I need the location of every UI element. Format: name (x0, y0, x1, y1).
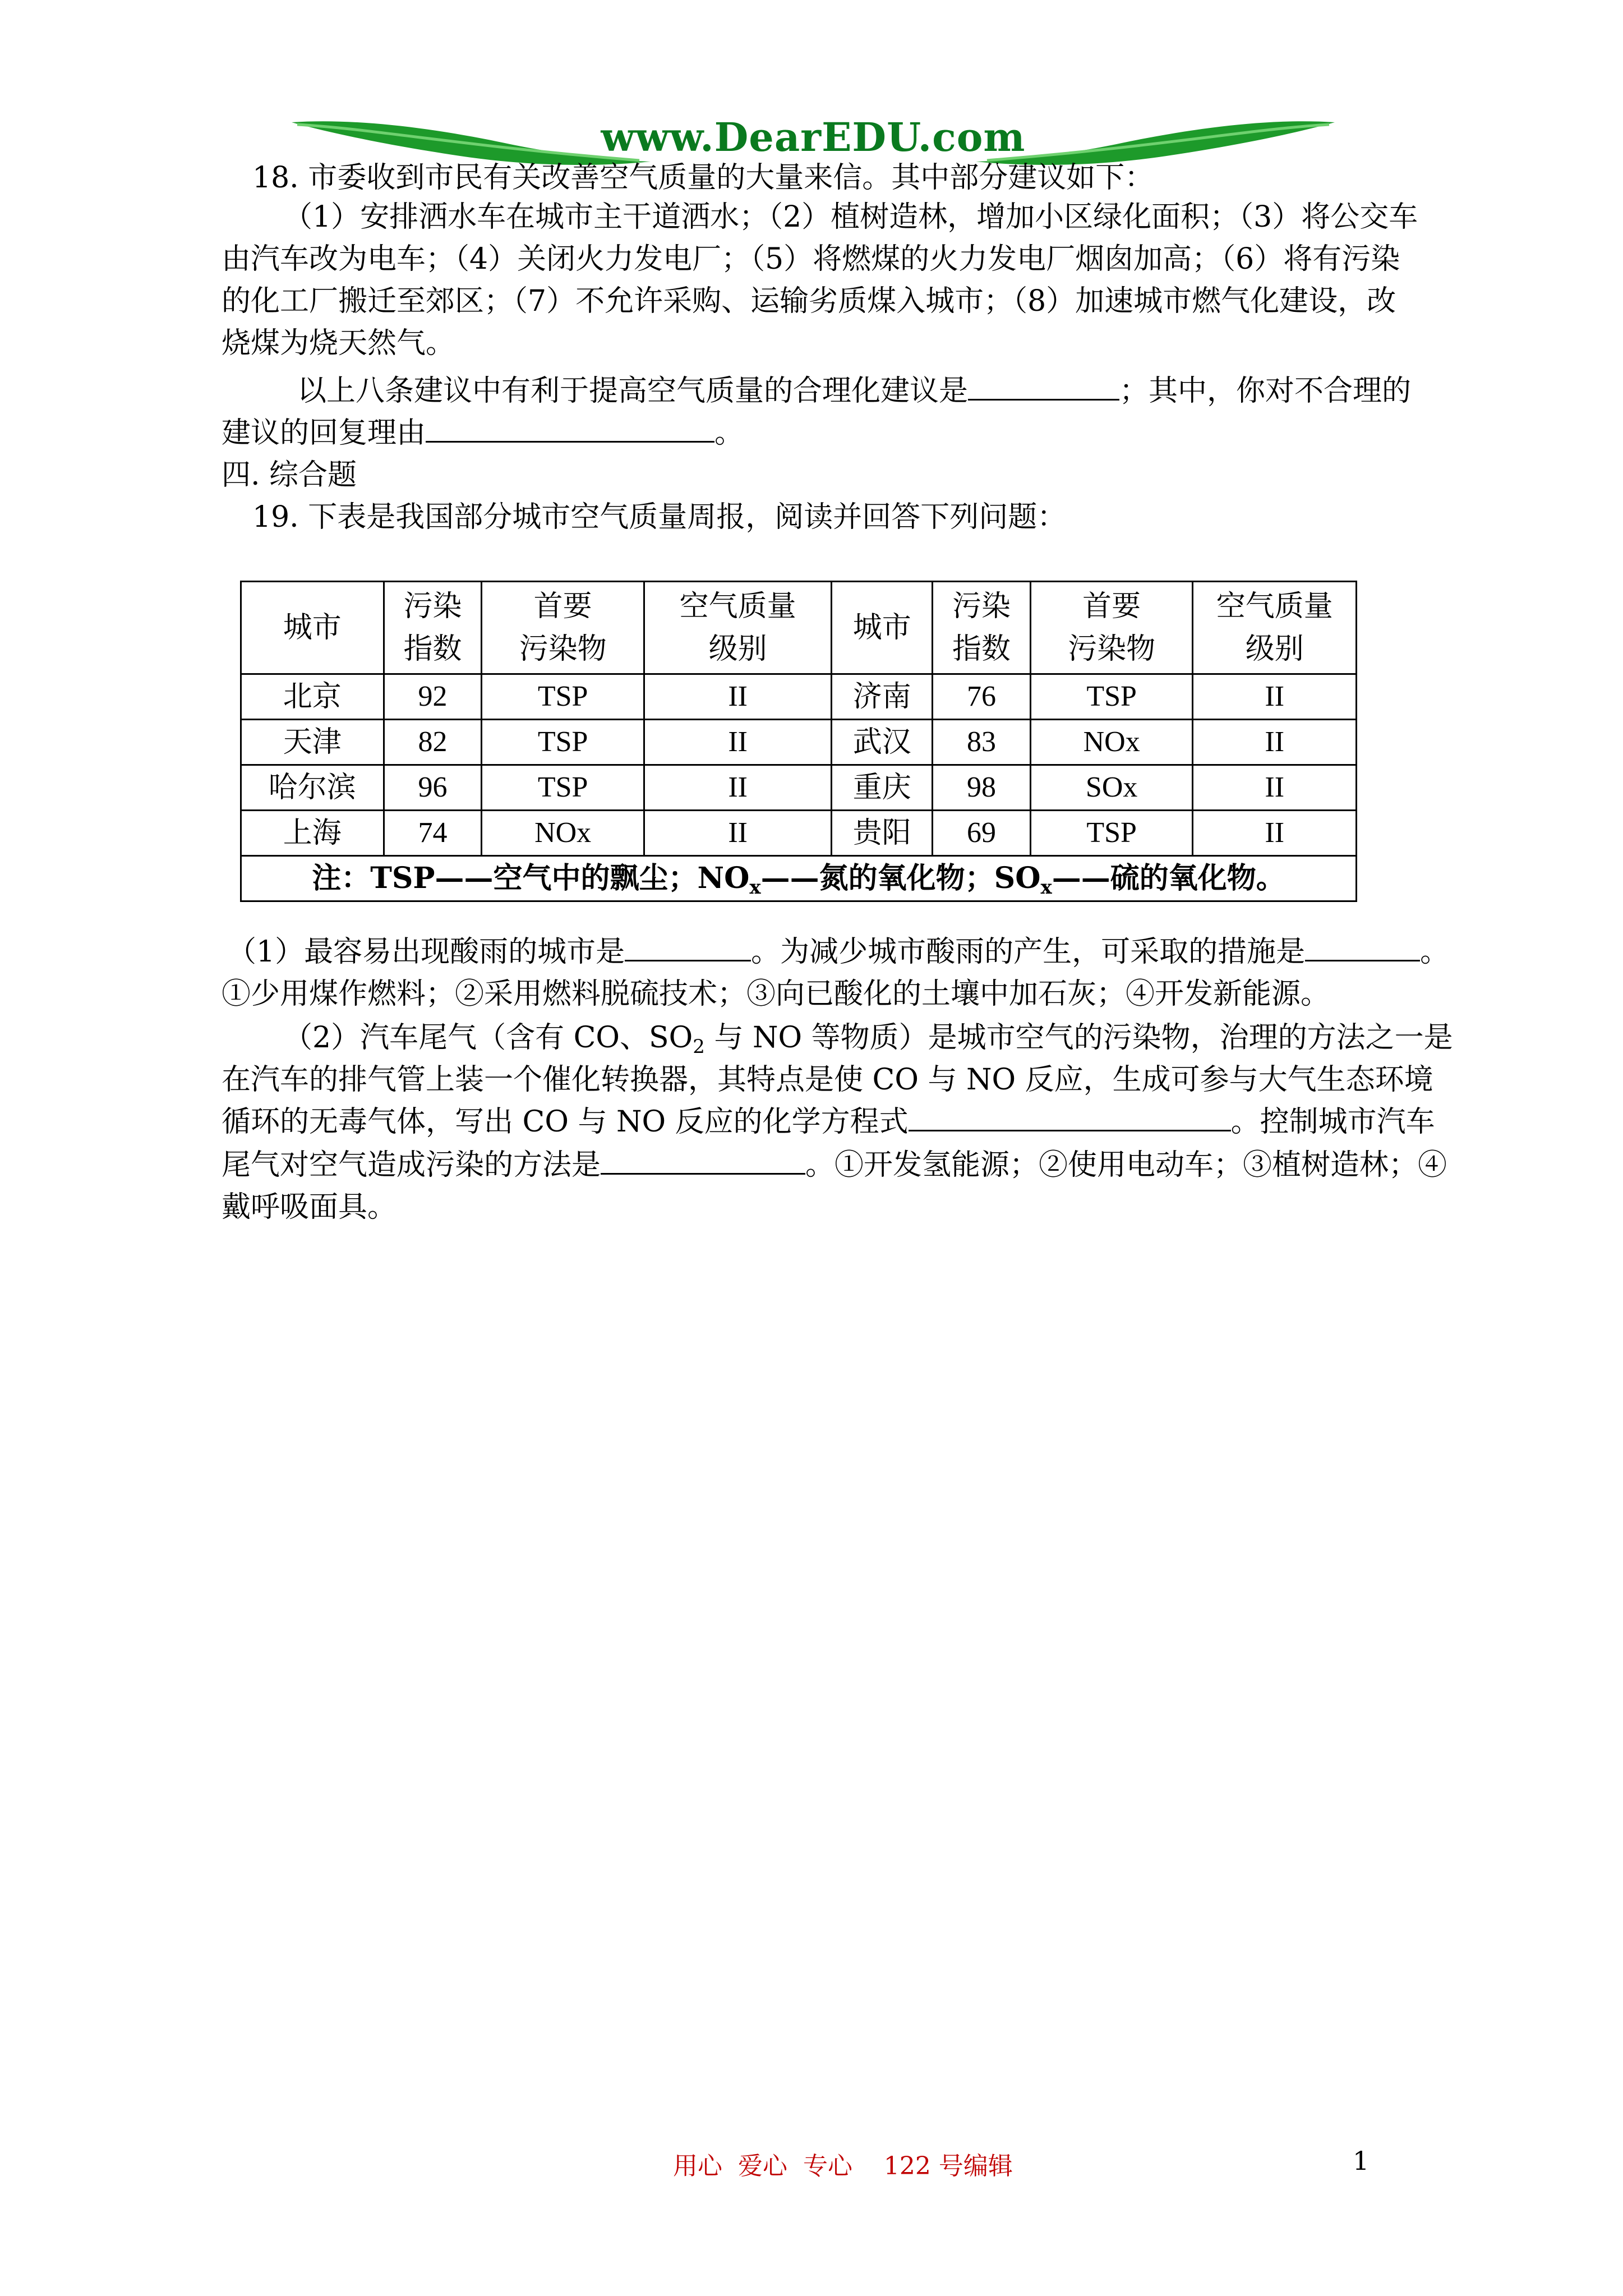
table-header-row (241, 582, 1357, 674)
index-cell: 83 (933, 720, 1031, 765)
city-cell: 武汉 (832, 720, 933, 765)
table-row (241, 720, 1357, 765)
city-cell: 北京 (241, 674, 384, 720)
index-cell: 96 (384, 765, 482, 811)
q19-part1 (227, 928, 1449, 976)
pollutant-cell: TSP (1030, 674, 1193, 720)
q19-intro: 19. 下表是我国部分城市空气质量周报，阅读并回答下列问题： (252, 500, 1067, 534)
q19-part1-text-a: （1）最容易出现酸雨的城市是 (227, 935, 625, 969)
q18-line6 (222, 409, 744, 457)
table-note-row (241, 856, 1357, 901)
level-cell: II (1193, 765, 1357, 811)
pollutant-cell: TSP (482, 674, 644, 720)
q19-part1-text-c: 。 (1420, 935, 1450, 969)
table-row (241, 674, 1357, 720)
header-cell: 城市 (241, 582, 384, 674)
footer-slogan: 用心 爱心 专心 122 号编辑 (673, 2152, 1013, 2180)
q19-part2-line4: 尾气对空气造成污染的方法是 。①开发氢能源；②使用电动车；③植树造林；④ (222, 1142, 1447, 1189)
answer-blank-acid-rain-city[interactable] (625, 928, 751, 961)
answer-blank-reply[interactable] (426, 409, 714, 443)
city-cell: 重庆 (832, 765, 933, 811)
index-cell: 98 (933, 765, 1031, 811)
city-cell: 上海 (241, 811, 384, 856)
logo-text: www.DearEDU.com (601, 114, 1026, 160)
pollutant-cell: SOx (1030, 765, 1193, 811)
q18-line5-text-a: 以上八条建议中有利于提高空气质量的合理化建议是 (297, 374, 969, 408)
index-cell: 69 (933, 811, 1031, 856)
pollutant-cell: TSP (1030, 811, 1193, 856)
level-cell: II (644, 811, 831, 856)
q18-line5 (297, 367, 1411, 415)
table-note: 注：TSP——空气中的飘尘；$NO_x——$氮的氧化物；$SO_x——$硫的氧化物。 (241, 856, 1357, 901)
answer-blank-reasonable[interactable] (968, 367, 1119, 401)
q19-part2-line2: 在汽车的排气管上装一个催化转换器，其特点是使 CO 与 NO 反应，生成可参与大气生态环境 (222, 1063, 1433, 1097)
q18-line5-text-b: ；其中，你对不合理的 (1119, 374, 1412, 408)
level-cell: II (644, 674, 831, 720)
index-cell: 76 (933, 674, 1031, 720)
header-cell: 空气质量 级别 (1193, 582, 1357, 674)
level-cell: II (1193, 720, 1357, 765)
city-cell: 哈尔滨 (241, 765, 384, 811)
index-cell: 74 (384, 811, 482, 856)
city-cell: 济南 (832, 674, 933, 720)
pollutant-cell: TSP (482, 720, 644, 765)
q18-line6-text-b: 。 (714, 416, 744, 450)
level-cell: II (644, 720, 831, 765)
header-cell: 污染 指数 (933, 582, 1031, 674)
q18-line1: （1）安排洒水车在城市主干道洒水；（2）植树造林，增加小区绿化面积；（3）将公交车 (283, 200, 1418, 234)
q19-part2-line5: 戴呼吸面具。 (222, 1190, 397, 1224)
q19-part1-options: ①少用煤作燃料；②采用燃料脱硫技术；③向已酸化的土壤中加石灰；④开发新能源。 (222, 977, 1330, 1011)
header-cell: 空气质量 级别 (644, 582, 831, 674)
city-cell: 贵阳 (832, 811, 933, 856)
page-number: 1 (1353, 2146, 1370, 2176)
answer-blank-measures[interactable] (1305, 928, 1420, 961)
pollutant-cell: TSP (482, 765, 644, 811)
q18-intro: 18. 市委收到市民有关改善空气质量的大量来信。其中部分建议如下： (252, 161, 1154, 195)
level-cell: II (1193, 811, 1357, 856)
level-cell: II (644, 765, 831, 811)
table-row (241, 765, 1357, 811)
q19-part2-line1: （2）汽车尾气（含有 CO、$SO_2$ 与 NO 等物质）是城市空气的污染物，治理的方法之一是 (283, 1021, 1453, 1058)
pollutant-cell: NOx (1030, 720, 1193, 765)
city-cell: 天津 (241, 720, 384, 765)
index-cell: 92 (384, 674, 482, 720)
section-title: 四. 综合题 (222, 458, 357, 492)
header-cell: 首要 污染物 (482, 582, 644, 674)
answer-blank-equation[interactable] (909, 1098, 1231, 1131)
air-quality-table (240, 581, 1357, 902)
q18-line3: 的化工厂搬迁至郊区；（7）不允许采购、运输劣质煤入城市；（8）加速城市燃气化建设，改 (222, 284, 1396, 318)
answer-blank-control-method[interactable] (601, 1142, 805, 1175)
index-cell: 82 (384, 720, 482, 765)
header-cell: 污染 指数 (384, 582, 482, 674)
q18-line6-text-a: 建议的回复理由 (222, 416, 426, 450)
q18-line4: 烧煤为烧天然气。 (222, 326, 455, 360)
q19-part1-text-b: 。为减少城市酸雨的产生，可采取的措施是 (751, 935, 1306, 969)
q18-line2: 由汽车改为电车；（4）关闭火力发电厂；（5）将燃煤的火力发电厂烟囱加高；（6）将有污染 (222, 242, 1400, 276)
header-cell: 城市 (832, 582, 933, 674)
table-row (241, 811, 1357, 856)
level-cell: II (1193, 674, 1357, 720)
header-cell: 首要 污染物 (1030, 582, 1193, 674)
pollutant-cell: NOx (482, 811, 644, 856)
q19-part2-line3: 循环的无毒气体，写出 CO 与 NO 反应的化学方程式 。控制城市汽车 (222, 1098, 1435, 1145)
